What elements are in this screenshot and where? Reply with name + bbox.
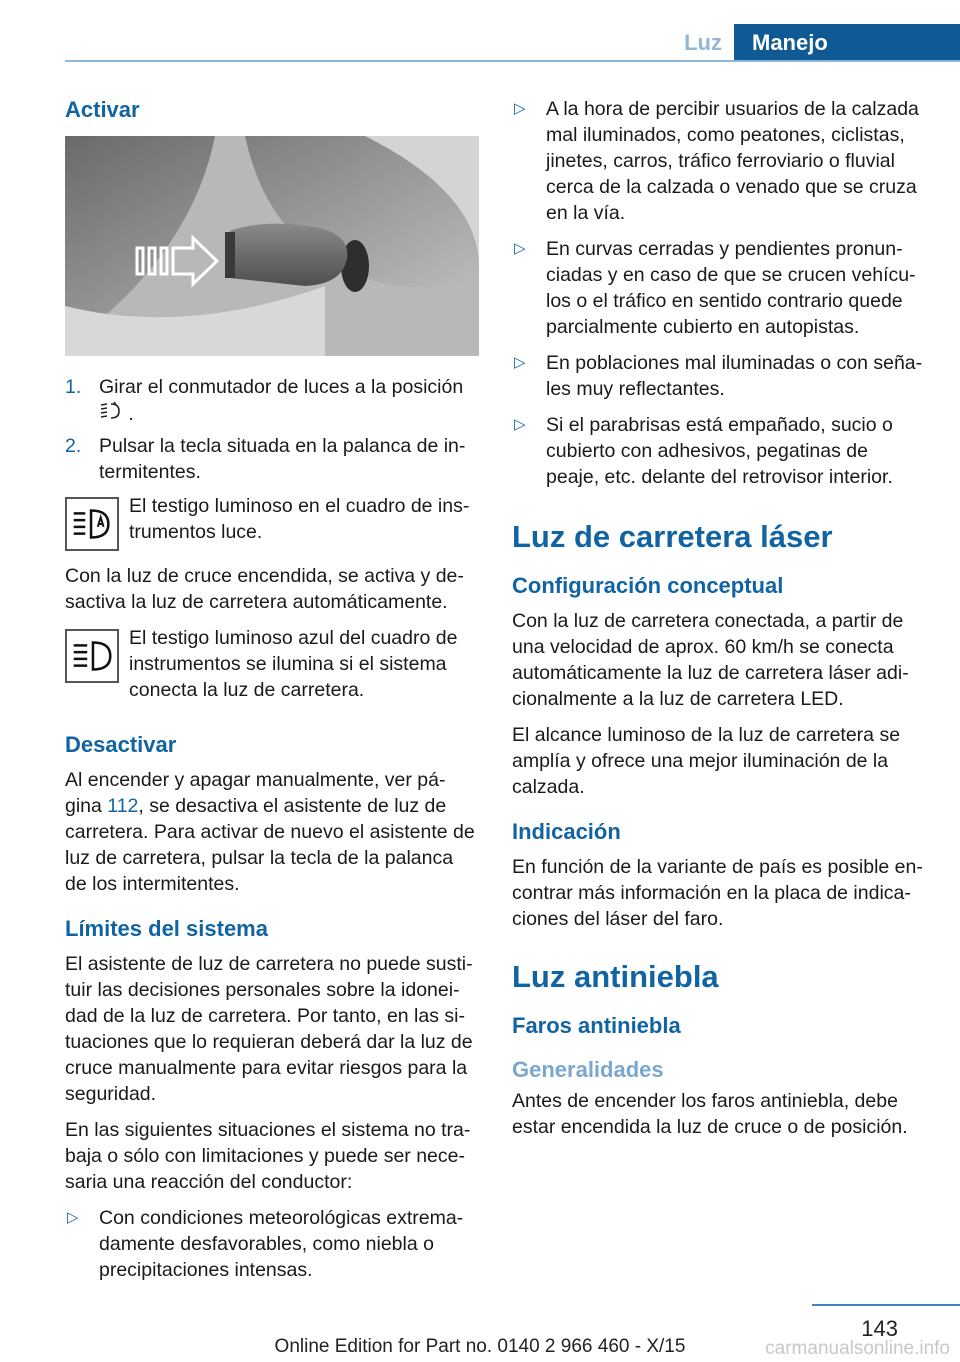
list-item: [65, 1205, 479, 1283]
paragraph-generalidades: Antes de encender los faros antiniebla, debe estar encendida la luz de cruce o de posición.: [512, 1090, 908, 1138]
heading-desactivar: Desactivar: [65, 732, 177, 757]
list-item-text: En poblaciones mal iluminadas o con seña‐les muy reflectantes.: [546, 352, 923, 400]
high-beam-indicator-icon: [65, 629, 119, 683]
heading-indicacion: Indicación: [512, 819, 621, 844]
triangle-bullet-icon: ▷: [67, 1209, 79, 1226]
indicator-note-high-beam: [65, 625, 479, 703]
text-fragment: , se desactiva el asistente de luz de carretera. Para activar de nuevo el asistente de luz de carretera, pulsar la tecla de la palanca de los intermitentes.: [65, 795, 475, 895]
header-chapter-tab: Manejo: [734, 24, 960, 62]
paragraph-desactivar: [65, 767, 479, 897]
limitations-list-left: [65, 1205, 479, 1283]
indicator-note-assist: [65, 493, 479, 551]
footer-edition: Online Edition for Part no. 0140 2 966 460 - X/15: [274, 1336, 686, 1357]
note-text: El testigo luminoso azul del cuadro de instrumentos se ilumina si el sistema conecta la luz de carretera.: [129, 627, 458, 701]
list-item-text: A la hora de percibir usuarios de la calzada mal iluminados, como peatones, ciclistas, jinetes, carros, tráfico ferroviario o fluvial cerca de la calzada o venado que se cruza en la vía.: [546, 98, 919, 224]
triangle-bullet-icon: ▷: [514, 416, 526, 433]
triangle-bullet-icon: ▷: [514, 100, 526, 117]
activation-steps: [65, 374, 479, 485]
heading-faros: Faros antiniebla: [512, 1013, 681, 1038]
step-number: 1.: [65, 376, 82, 398]
heading-activar: Activar: [65, 97, 140, 122]
high-beam-assist-indicator-icon: [65, 497, 119, 551]
turn-signal-lever-photo: [65, 136, 479, 356]
page-reference-link[interactable]: 112: [107, 795, 139, 817]
footer-rule: [812, 1304, 960, 1306]
step-number: 2.: [65, 435, 82, 457]
paragraph-cruce: Con la luz de cruce encendida, se activa y de‐sactiva la luz de carretera automáticamente.: [65, 565, 464, 613]
triangle-bullet-icon: ▷: [514, 240, 526, 257]
paragraph-limites-2: En las siguientes situaciones el sistema no tra‐baja o sólo con limitaciones y puede ser nece‐saria una reacción del conductor:: [65, 1119, 471, 1193]
note-text: El testigo luminoso en el cuadro de ins‐trumentos luce.: [129, 495, 470, 543]
list-item-text: Si el parabrisas está empañado, sucio o cubierto con adhesivos, pegatinas de peaje, etc. delante del retrovisor interior.: [546, 414, 893, 488]
heading-config: Configuración conceptual: [512, 573, 784, 598]
step-2: [65, 433, 479, 485]
list-item: [512, 350, 926, 402]
header-rule: [65, 60, 960, 62]
list-item-text: Con condiciones meteorológicas extrema‐damente desfavorables, como niebla o precipitaciones intensas.: [99, 1207, 464, 1281]
step-text: Girar el conmutador de luces a la posición: [99, 376, 464, 398]
left-column: [65, 96, 479, 1295]
text-fragment: Al encender y apagar manualmente, ver pá‐gina: [65, 769, 446, 817]
right-column: [512, 96, 926, 1150]
page-number: 143: [861, 1316, 898, 1341]
step-text: Pulsar la tecla situada en la palanca de in‐termitentes.: [99, 435, 466, 483]
list-item-text: En curvas cerradas y pendientes pronun‐ciadas y en caso de que se crucen vehícu‐los o el tráfico en sentido contrario quede parcialmente cubierto en autopistas.: [546, 238, 916, 338]
watermark: carmanualsonline.info: [765, 1338, 950, 1359]
paragraph-config-1: Con la luz de carretera conectada, a partir de una velocidad de aprox. 60 km/h se conecta automáticamente la luz de carretera láser adi‐cionalmente a la luz de carretera LED.: [512, 610, 909, 710]
heading-laser: Luz de carretera láser: [512, 519, 833, 554]
list-item: [512, 236, 926, 340]
triangle-bullet-icon: ▷: [514, 354, 526, 371]
limitations-list-right: [512, 96, 926, 490]
paragraph-indicacion: En función de la variante de país es posible en‐contrar más información en la placa de indica‐ciones del láser del faro.: [512, 856, 923, 930]
heading-limites: Límites del sistema: [65, 916, 268, 941]
paragraph-limites-1: El asistente de luz de carretera no puede susti‐tuir las decisiones personales sobre la idonei‐dad de la luz de carretera. Por tanto, en las si‐tuaciones que lo requieran deberá dar la luz de cruce manualmente para evitar riesgos para la seguridad.: [65, 953, 473, 1105]
list-item: [512, 96, 926, 226]
step-suffix: .: [128, 403, 134, 425]
list-item: [512, 412, 926, 490]
header-section-label: Luz: [684, 30, 722, 55]
high-beam-assist-switch-icon: [99, 400, 123, 420]
step-1: [65, 374, 479, 427]
heading-generalidades: Generalidades: [512, 1057, 664, 1082]
paragraph-config-2: El alcance luminoso de la luz de carretera se amplía y ofrece una mejor iluminación de la calzada.: [512, 724, 901, 798]
heading-antiniebla: Luz antiniebla: [512, 959, 719, 994]
